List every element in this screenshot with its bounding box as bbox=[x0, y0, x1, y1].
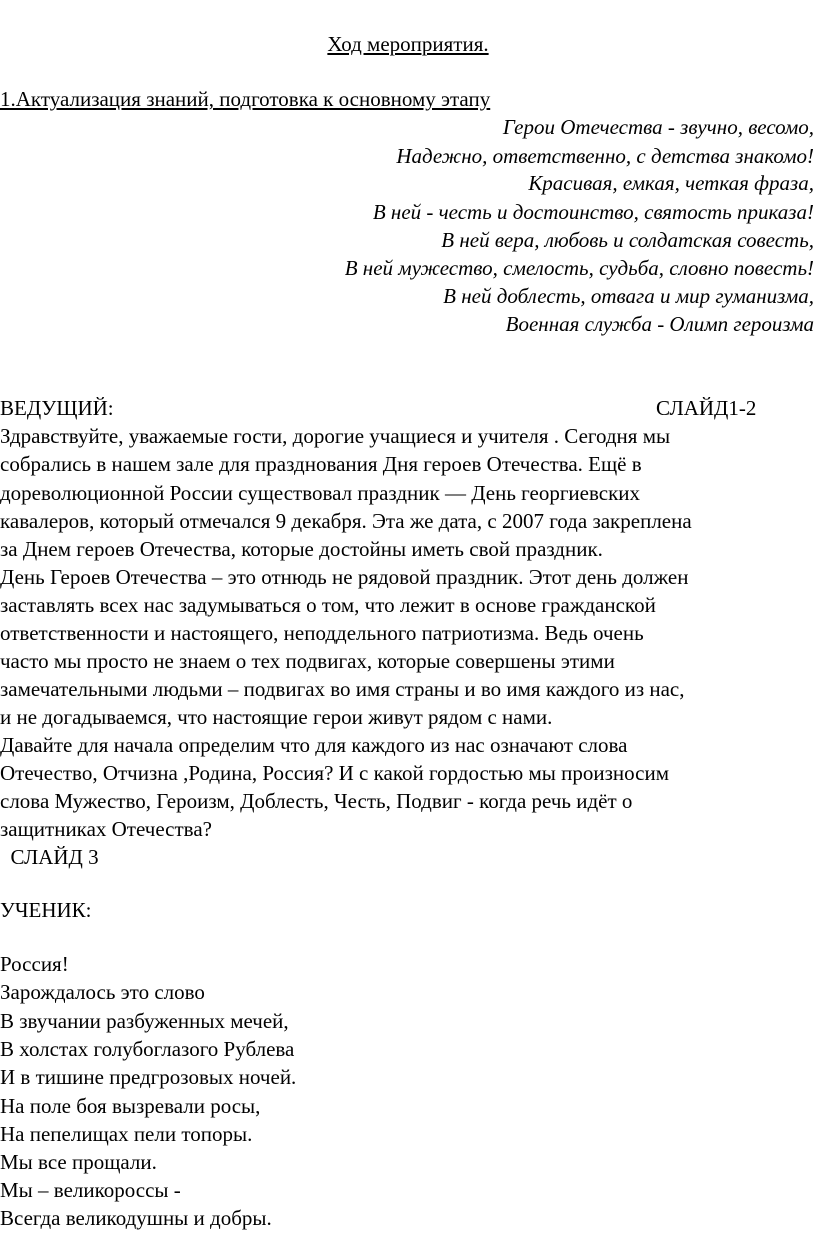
section-heading: 1.Актуализация знаний, подготовка к основному этапу bbox=[0, 87, 491, 111]
text-line: заставлять всех нас задумываться о том, что лежит в основе гражданской bbox=[0, 593, 656, 617]
poem-line: Зарождалось это слово bbox=[0, 980, 205, 1004]
text-line: Давайте для начала определим что для каждого из нас означают слова bbox=[0, 733, 628, 757]
poem-line: Герои Отечества - звучно, весомо, bbox=[502, 115, 814, 139]
text-line: ответственности и настоящего, неподдельного патриотизма. Ведь очень bbox=[0, 621, 644, 645]
text-line: Здравствуйте, уважаемые гости, дорогие учащиеся и учителя . Сегодня мы bbox=[0, 424, 671, 448]
text-line: кавалеров, который отмечался 9 декабря. Эта же дата, с 2007 года закреплена bbox=[0, 509, 692, 533]
poem-line: На пепелищах пели топоры. bbox=[0, 1122, 253, 1146]
page-title: Ход мероприятия. bbox=[327, 32, 489, 56]
student-label: УЧЕНИК: bbox=[0, 898, 92, 922]
text-line: за Днем героев Отечества, которые достойны иметь свой праздник. bbox=[0, 537, 603, 561]
text-line: дореволюционной России существовал праздник — День георгиевских bbox=[0, 481, 641, 505]
poem-line: В звучании разбуженных мечей, bbox=[0, 1009, 289, 1033]
poem-line: Всегда великодушны и добры. bbox=[0, 1206, 272, 1230]
slide-label: СЛАЙД1-2 bbox=[656, 396, 757, 420]
text-line: и не догадываемся, что настоящие герои живут рядом с нами. bbox=[0, 705, 553, 729]
text-line: часто мы просто не знаем о тех подвигах, которые совершены этими bbox=[0, 649, 615, 673]
text-line: собрались в нашем зале для празднования Дня героев Отечества. Ещё в bbox=[0, 452, 642, 476]
text-line: День Героев Отечества – это отнюдь не рядовой праздник. Этот день должен bbox=[0, 565, 689, 589]
poem-line: И в тишине предгрозовых ночей. bbox=[0, 1065, 297, 1089]
poem-line: Красивая, емкая, четкая фраза, bbox=[528, 171, 814, 195]
poem-line: В холстах голубоглазого Рублева bbox=[0, 1037, 295, 1061]
text-line: слова Мужество, Героизм, Доблесть, Честь, Подвиг - когда речь идёт о bbox=[0, 789, 633, 813]
poem-line: Надежно, ответственно, с детства знакомо! bbox=[396, 144, 814, 168]
poem-line: Россия! bbox=[0, 952, 69, 976]
slide-label: СЛАЙД 3 bbox=[0, 845, 99, 869]
text-line: замечательными людьми – подвигах во имя страны и во имя каждого из нас, bbox=[0, 677, 685, 701]
host-label: ВЕДУЩИЙ: bbox=[0, 396, 114, 420]
poem-line: На поле боя вызревали росы, bbox=[0, 1094, 261, 1118]
text-line: защитниках Отечества? bbox=[0, 817, 212, 841]
poem-line: Мы – великороссы - bbox=[0, 1178, 181, 1202]
poem-line: В ней доблесть, отвага и мир гуманизма, bbox=[443, 284, 814, 308]
text-line: Отечество, Отчизна ,Родина, Россия? И с какой гордостью мы произносим bbox=[0, 761, 670, 785]
poem-line: Военная служба - Олимп героизма bbox=[505, 312, 814, 336]
poem-line: В ней - честь и достоинство, святость приказа! bbox=[372, 200, 814, 224]
poem-line: Мы все прощали. bbox=[0, 1150, 157, 1174]
poem-line: В ней вера, любовь и солдатская совесть, bbox=[441, 228, 814, 252]
poem-line: В ней мужество, смелость, судьба, словно повесть! bbox=[344, 256, 814, 280]
